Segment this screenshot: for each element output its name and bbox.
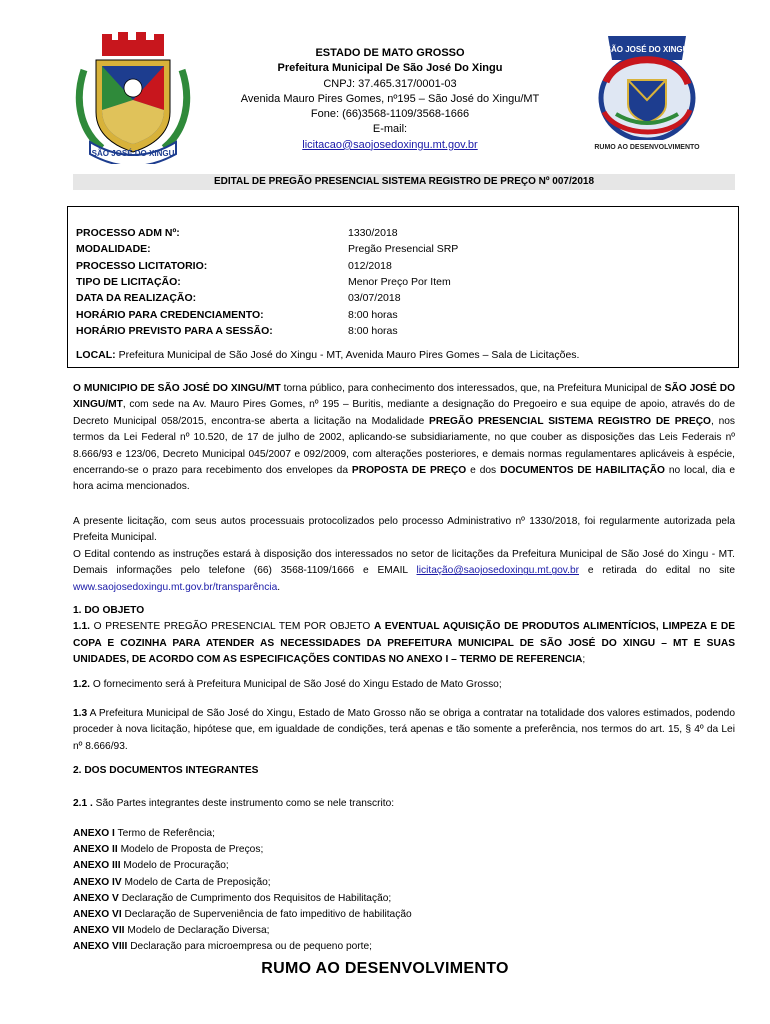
annex-list (73, 826, 412, 956)
prefeitura-name: Prefeitura Municipal De São José Do Xingu (277, 62, 503, 75)
licitacao-email-link[interactable]: licitação@saojosedoxingu.mt.gov.br (416, 565, 579, 577)
annex-item: ANEXO II Modelo de Proposta de Preços; (73, 844, 264, 856)
info-label: MODALIDADE: (76, 243, 151, 256)
transparencia-site-link[interactable]: www.saojosedoxingu.mt.gov.br/transparência (73, 581, 278, 593)
email-label: E-mail: (372, 123, 408, 136)
badge-top-text: SÃO JOSÉ DO XINGU (605, 45, 689, 54)
address: Avenida Mauro Pires Gomes, nº195 – São José do Xingu/MT (240, 92, 540, 105)
info-value: 012/2018 (348, 259, 392, 272)
info-label: PROCESSO LICITATORIO: (76, 259, 208, 272)
local-value: Prefeitura Municipal de São José do Xingu - MT, Avenida Mauro Pires Gomes – Sala de Licitações. (115, 349, 580, 361)
letterhead (200, 46, 580, 153)
annex-item: ANEXO VIII Declaração para microempresa ou de pequeno porte; (73, 941, 373, 953)
badge-bottom-text: RUMO AO DESENVOLVIMENTO (594, 144, 700, 151)
info-value: 03/07/2018 (348, 292, 401, 305)
section-1-3: 1.3 A Prefeitura Municipal de São José do Xingu, Estado de Mato Grosso não se obriga a contratar na totalidade dos valores estimados, podendo proceder à nova licitação, hipótese que, em igualdade de condições, terá apenas e tão somente a preferência, nos termos do art. 15, § 4º da Lei nº 8.666/93. (73, 708, 735, 752)
edital-availability-paragraph: O Edital contendo as instruções estará à disposição dos interessados no setor de licitações da Prefeitura Municipal de São José do Xingu - MT. Demais informações pelo telefone (66) 3568-1109/1666 e EMAIL licitação@saojosedoxingu.mt.gov.br e retirada do edital no site www.saojosedoxingu.mt.gov.br/transparência. (73, 549, 735, 593)
section-2-1: 2.1 . São Partes integrantes deste instrumento como se nele transcrito: (73, 798, 395, 809)
section-1-2: 1.2. O fornecimento será à Prefeitura Municipal de São José do Xingu Estado de Mato Grosso; (73, 679, 502, 690)
annex-item: ANEXO I Termo de Referência; (73, 828, 215, 839)
annex-item: ANEXO V Declaração de Cumprimento dos Requisitos de Habilitação; (73, 892, 392, 904)
info-label: HORÁRIO PARA CREDENCIAMENTO: (76, 308, 264, 321)
email-link[interactable]: licitacao@saojosedoxingu.mt.gov.br (302, 138, 478, 151)
annex-item: ANEXO III Modelo de Procuração; (73, 860, 229, 872)
info-label: DATA DA REALIZAÇÃO: (76, 292, 197, 305)
info-value: 8:00 horas (348, 324, 398, 337)
footer-slogan: RUMO AO DESENVOLVIMENTO (261, 960, 509, 977)
cnpj: CNPJ: 37.465.317/0001-03 (323, 77, 457, 90)
state-name: ESTADO DE MATO GROSSO (315, 47, 465, 59)
local-line (76, 349, 579, 361)
rumo-ao-desenvolvimento-badge-logo (588, 22, 706, 160)
section-1-objeto: 1. DO OBJETO 1.1. O PRESENTE PREGÃO PRESENCIAL TEM POR OBJETO A EVENTUAL AQUISIÇÃO DE PRODUTOS ALIMENTÍCIOS, LIMPEZA E DE COPA E COZINHA PARA ATENDER AS NECESSIDADES DA PREFEITURA MUNICIPAL DE SÃO JOSÉ DO XINGU – MT E SUAS UNIDADES, DE ACORDO COM AS ESPECIFICAÇÕES CONTIDAS NO ANEXO I – TERMO DE REFERENCIA; (73, 605, 735, 666)
info-value: 1330/2018 (348, 227, 398, 239)
info-label: TIPO DE LICITAÇÃO: (76, 275, 181, 288)
coat-of-arms-logo (72, 30, 194, 164)
edital-title: EDITAL DE PREGÃO PRESENCIAL SISTEMA REGISTRO DE PREÇO Nº 007/2018 (73, 174, 735, 190)
annex-item: ANEXO IV Modelo de Carta de Preposição; (73, 876, 271, 888)
annex-item: ANEXO VI Declaração de Superveniência de fato impeditivo de habilitação (73, 909, 412, 921)
annex-item: ANEXO VII Modelo de Declaração Diversa; (73, 925, 270, 937)
authorization-paragraph: A presente licitação, com seus autos processuais protocolizados pelo processo Administrativo nº 1330/2018, foi regularmente autorizada pela Prefeita Municipal. (73, 516, 735, 544)
info-label: PROCESSO ADM Nº: (76, 227, 180, 239)
info-value: 8:00 horas (348, 308, 398, 321)
coat-of-arms-text: SÃO JOSÉ DO XINGU (91, 149, 175, 158)
info-value: Pregão Presencial SRP (348, 243, 459, 256)
process-info-box (67, 206, 739, 368)
info-label: HORÁRIO PREVISTO PARA A SESSÃO: (76, 324, 273, 337)
section-1-heading: 1. DO OBJETO (73, 605, 145, 616)
intro-paragraph: O MUNICIPIO DE SÃO JOSÉ DO XINGU/MT torna público, para conhecimento dos interessados, que, na Prefeitura Municipal de SÃO JOSÉ DO XINGU/MT, com sede na Av. Mauro Pires Gomes, nº 195 – Buritis, mediante a designação do Pregoeiro e sua equipe de apoio, através do de Decreto Municipal 058/2015, encontra-se aberta a licitação na Modalidade PREGÃO PRESENCIAL SISTEMA REGISTRO DE PREÇO, nos termos da Lei Federal nº 10.520, de 17 de julho de 2002, aplicando-se subsidiariamente, no que couber as disposições das Leis Federais nº 8.666/93 e 123/06, Decreto Municipal 045/2007 e 092/2009, com alterações posteriores, e demais normas regulamentares aplicáveis à espécie, encerrando-se o prazo para recebimento dos envelopes da PROPOSTA DE PREÇO e dos DOCUMENTOS DE HABILITAÇÃO no local, dia e hora acima mencionados. (73, 383, 736, 493)
info-value: Menor Preço Por Item (348, 275, 451, 288)
phone: Fone: (66)3568-1109/3568-1666 (310, 108, 470, 121)
section-2-heading: 2. DOS DOCUMENTOS INTEGRANTES (73, 765, 259, 776)
local-label: LOCAL: (76, 349, 116, 361)
